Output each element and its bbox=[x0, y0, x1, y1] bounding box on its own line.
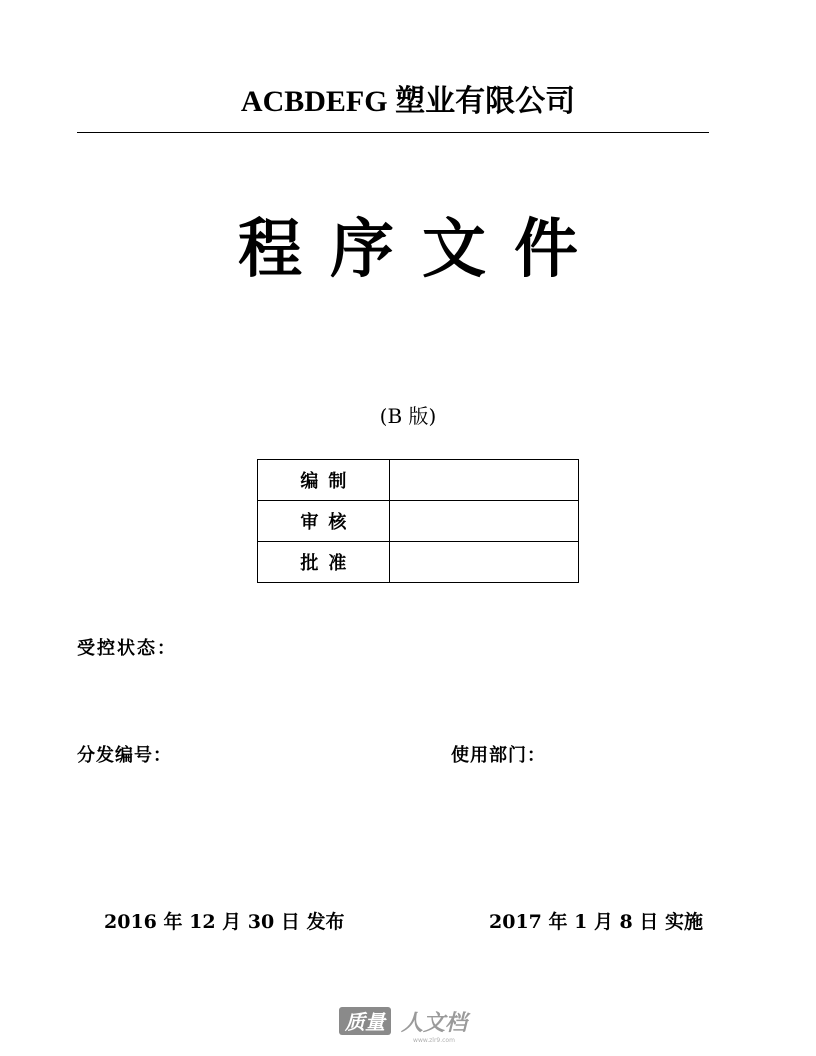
issue-date: 2016 年 12 月 30 日 发布 bbox=[104, 911, 345, 933]
signoff-label-reviewed: 审核 bbox=[258, 501, 390, 542]
svg-text:质量: 质量 bbox=[345, 1010, 385, 1034]
company-name: ACBDEFG 塑业有限公司 bbox=[240, 85, 576, 118]
signoff-value-approved[interactable] bbox=[389, 542, 578, 583]
document-title: 程序文件 bbox=[238, 213, 606, 287]
document-version: (B 版) bbox=[379, 404, 437, 428]
watermark-logo bbox=[338, 1004, 478, 1044]
company-underline bbox=[77, 132, 709, 133]
svg-text:人文档: 人文档 bbox=[400, 1011, 468, 1036]
signoff-label-prepared: 编制 bbox=[258, 460, 390, 501]
signoff-row-reviewed bbox=[258, 501, 579, 542]
signoff-table bbox=[257, 459, 579, 583]
effective-date: 2017 年 1 月 8 日 实施 bbox=[489, 911, 704, 933]
distribution-number-label: 分发编号： bbox=[77, 745, 172, 766]
svg-text:www.zlr9.com: www.zlr9.com bbox=[413, 1037, 455, 1044]
signoff-label-approved: 批准 bbox=[258, 542, 390, 583]
controlled-status-label: 受控状态： bbox=[77, 638, 177, 659]
department-label: 使用部门： bbox=[451, 745, 546, 766]
signoff-value-reviewed[interactable] bbox=[389, 501, 578, 542]
signoff-value-prepared[interactable] bbox=[389, 460, 578, 501]
signoff-row-prepared bbox=[258, 460, 579, 501]
signoff-row-approved bbox=[258, 542, 579, 583]
